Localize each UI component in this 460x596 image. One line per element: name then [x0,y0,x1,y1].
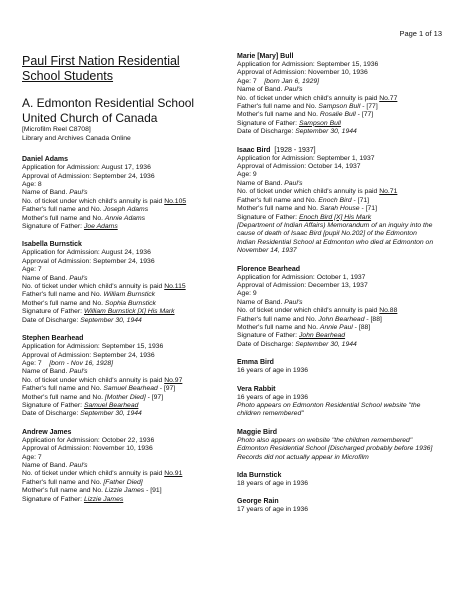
student-record: Vera Rabbit 16 years of age in 1936 Photo appears on Edmonton Residential School website "the children remembered" [237,385,437,419]
student-record: Maggie Bird Photo also appears on website "the children remembered" Edmonton Residential School [Discharged probably before 1936] Records did not actually appear in Microfilm [237,428,437,462]
student-record: Ida Burnstick 18 years of age in 1936 [237,471,437,488]
student-record: Andrew James Application for Admission: October 22, 1936 Approval of Admission: November 10, 1936 Age: 7 Name of Band. Paul's No. of ticket under which child's annuity is paid No.91 Father's full name and No. [Father Died] Mother's full name and No. Lizzie James - [91] Signature of Father: Lizzie James [22,428,227,504]
student-record: Isaac Bird [1928 - 1937] Application for Admission: September 1, 1937 Approval of Admission: October 14, 1937 Age: 9 Name of Band. Paul's No. of ticket under which child's annuity is paid No.71 Father's full name and No. Enoch Bird - [71] Mother's full name and No. Sarah House - [71] Signature of Father: Enoch Bird [X] His Mark [Department of Indian Affairs) Memorandum of an inquiry into the cause of death of Isaac Bird [pupil No.202] of the Edmonton Indian Residential School at Edmonton who died at Edmonton on November 14, 1937 [237,146,437,256]
student-record: Daniel Adams Application for Admission: August 17, 1936 Approval of Admission: September 24, 1936 Age: 8 Name of Band. Paul's No. of ticket under which child's annuity is paid No.105 Father's full name and No. Joseph Adams Mother's full name and No. Annie Adams Signature of Father: Joe Adams [22,155,227,231]
microfilm-reel: [Microfilm Reel C8708] [22,126,91,133]
death-inquiry-note: [Department of Indian Affairs) Memorandum of an inquiry into the cause of death of Isaac Bird [pupil No.202] of the Edmonton Indian Residential School at Edmonton who died at Edmonton on November 14, 1937 [237,221,434,255]
school-name-line2: United Church of Canada [22,111,158,125]
student-name: Andrew James [22,428,72,436]
student-record: Florence Bearhead Application for Admission: October 1, 1937 Approval of Admission: December 13, 1937 Age: 9 Name of Band. Paul's No. of ticket under which child's annuity is paid No.88 Father's full name and No. John Bearhead - [88] Mother's full name and No. Annie Paul - [88] Signature of Father: John Bearhead Date of Discharge: September 30, 1944 [237,265,437,350]
student-record: Emma Bird 16 years of age in 1936 [237,358,437,375]
student-name: Daniel Adams [22,156,69,164]
student-name: Marie [Mary] Bull [237,53,294,60]
student-name: George Rain [237,498,279,506]
left-column [22,50,227,504]
student-name: Isabella Burnstick [22,241,82,249]
document-title: Paul First Nation Residential School Students [22,54,180,83]
student-name: Vera Rabbit [237,385,276,393]
student-record: Isabella Burnstick Application for Admission: August 24, 1936 Approval of Admission: September 24, 1936 Age: 7 Name of Band. Paul's No. of ticket under which child's annuity is paid No.115 Father's full name and No. William Burnstick Mother's full name and No. Sophia Burnstick Signature of Father: William Burnstick [X] His Mark Date of Discharge: September 30, 1944 [22,240,227,325]
student-name: Maggie Bird [237,428,278,436]
school-name-line1: A. Edmonton Residential School [22,96,195,110]
student-name: Florence Bearhead [237,265,301,273]
right-column [237,52,437,515]
student-name: Isaac Bird [1928 - 1937] [237,146,316,154]
source-archive: Library and Archives Canada Online [22,134,131,142]
student-record: Marie [Mary] Bull Application for Admission: September 15, 1936 Approval of Admission: November 10, 1936 Age: 7 [born Jan 6, 1929] Name of Band. Paul's No. of ticket under which child's annuity is paid No.77 Father's full name and No. Sampson Bull - [77] Mother's full name and No. Rosalie Bull - [77] Signature of Father: Sampson Bull Date of Discharge: September 30, 1944 [237,52,437,137]
student-record: George Rain 17 years of age in 1936 [237,497,437,514]
student-name: Stephen Bearhead [22,335,84,343]
student-record: Stephen Bearhead Application for Admission: September 15, 1936 Approval of Admission: September 24, 1936 Age: 7 [born - Nov 16, 1928] Name of Band. Paul's No. of ticket under which child's annuity is paid No.97 Father's full name and No. Samuel Bearhead - [97] Mother's full name and No. [Mother Died] - [97] Signature of Father: Samuel Bearhead Date of Discharge: September 30, 1944 [22,334,227,419]
page-number: Page 1 of 13 [399,29,442,38]
student-name: Ida Burnstick [237,472,282,480]
student-name: Emma Bird [237,359,274,367]
